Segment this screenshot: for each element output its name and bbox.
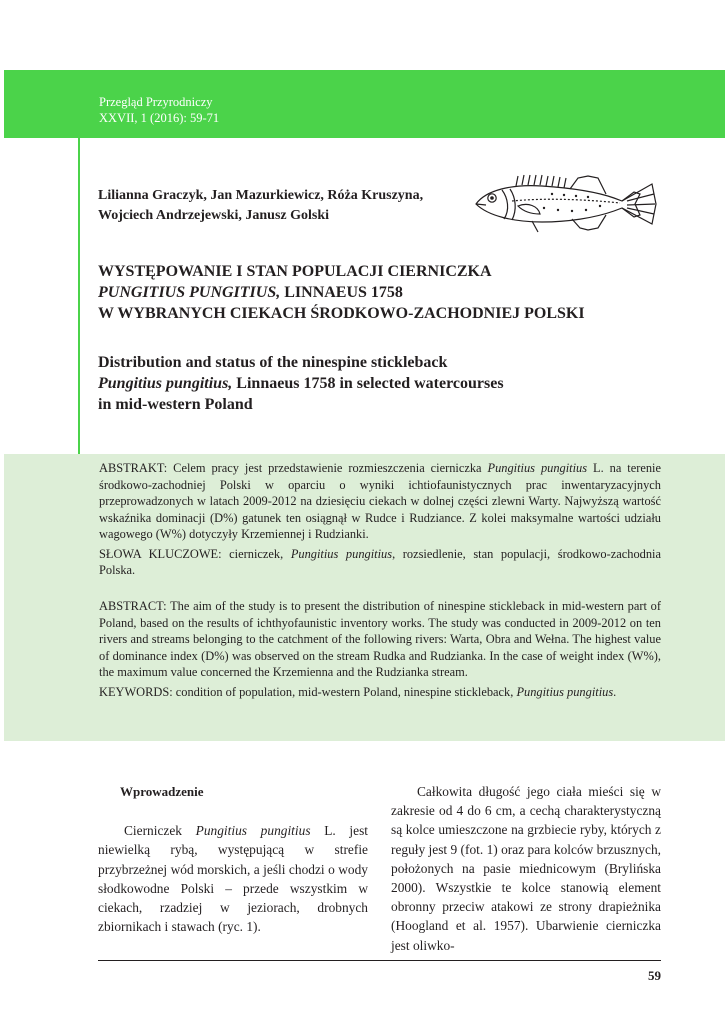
keywords-pl-text-2: , rozsiedlenie, stan populacji, środkowo-zachodnia Polska. (99, 546, 661, 577)
title-english (98, 352, 678, 415)
title-pl-species: PUNGITIUS PUNGITIUS, (98, 284, 281, 301)
title-pl-authority: LINNAEUS 1758 (280, 284, 403, 301)
keywords-en-text-1: KEYWORDS: condition of population, mid-western Poland, ninespine stickleback, (99, 684, 517, 699)
keywords-pl-text-1: SŁOWA KLUCZOWE: cierniczek, (99, 546, 291, 561)
keywords-en-text-2: . (613, 684, 617, 699)
intro-text-2: L. jest niewielką rybą, występującą w strefie przybrzeżnej wód morskich, a jeśli chodzi o wody słodkowodne Polski – przede wszystkim w ciekach, rzadziej w jeziorach, drobnych zbiornikach i stawach (ryc. 1). (98, 823, 368, 935)
title-pl-line-3: W WYBRANYCH CIEKACH ŚRODKOWO-ZACHODNIEJ POLSKI (98, 305, 585, 322)
intro-text-1: Cierniczek (124, 823, 196, 839)
intro-paragraph (98, 821, 368, 936)
authors-line-2: Wojciech Andrzejewski, Janusz Golski (98, 208, 330, 223)
abstract-english-block (99, 598, 661, 703)
abstract-pl-text-1: ABSTRAKT: Celem pracy jest przedstawienie rozmieszczenia cierniczka (99, 461, 488, 475)
abstract-polish (99, 460, 661, 543)
intro-species: Pungitius pungitius (195, 823, 311, 839)
title-pl-line-1: WYSTĘPOWANIE I STAN POPULACJI CIERNICZKA (98, 263, 492, 280)
section-heading: Wprowadzenie (120, 784, 204, 799)
body-left-column (98, 782, 368, 936)
journal-info (99, 94, 219, 126)
description-paragraph: Całkowita długość jego ciała mieści się w zakresie od 4 do 6 cm, a cechą charakterystyczną są kolce umieszczone na grzbiecie ryby, których z reguły jest 9 (fot. 1) oraz para kolców brzusznych, położonych na pasie miednicowym (Brylińska 2000). Wszystkie te kolce stanowią element obronny przeciw atakowi ze strony drapieżnika (Hoogland et al. 1957). Ubarwienie cierniczka jest oliwko- (391, 784, 661, 953)
title-en-line-2 (98, 373, 678, 394)
footer-rule (98, 960, 661, 961)
abstract-pl-text-2: L. na terenie środkowo-zachodniej Polski w oparciu o wyniki ichtiofaunistycznych prac inwentaryzacyjnych przeprowadzonych w latach 2009-2012 na dziesięciu ciekach w dolnej części zlewni Warty. Najwyższą wartość wskaźnika dominacji (D%) gatunek ten osiągnął w Rudce i Rudziance. Z kolei maksymalne wartości udziału wagowego (W%) dotyczyły Krzemiennej i Rudzianki. (99, 461, 661, 541)
keywords-en-species: Pungitius pungitius (516, 684, 614, 699)
abstract-polish-block (99, 460, 661, 582)
body-right-column (391, 782, 661, 955)
title-pl-line-2 (98, 282, 678, 303)
keywords-english (99, 684, 661, 701)
abstract-pl-species: Pungitius pungitius (487, 461, 588, 475)
journal-name: Przegląd Przyrodniczy (99, 95, 213, 109)
keywords-pl-species: Pungitius pungitius (290, 546, 393, 561)
author-list (98, 186, 458, 226)
journal-issue: XXVII, 1 (2016): 59-71 (99, 111, 220, 125)
abstract-english: ABSTRACT: The aim of the study is to present the distribution of ninespine stickleback in mid-western part of Poland, based on the results of ichthyofaunistic inventory works. The study was conducted in 2009-2012 on ten rivers and streams belonging to the catchment of the following rivers: Warta, Obra and Wełna. The highest value of dominance index (D%) was observed on the stream Rudka and Rudzianka. In the case of weight index (W%), the maximum value concerned the Krzemienna and the Rudzianka stream. (99, 599, 661, 679)
keywords-polish (99, 546, 661, 579)
title-en-line-1: Distribution and status of the ninespine stickleback (98, 354, 448, 371)
title-en-species: Pungitius pungitius, (98, 375, 233, 392)
title-en-authority: Linnaeus 1758 in selected watercourses (232, 375, 504, 392)
stickleback-fish-icon (472, 168, 657, 240)
title-polish (98, 261, 678, 324)
authors-line-1: Lilianna Graczyk, Jan Mazurkiewicz, Róża Kruszyna, (98, 188, 424, 203)
page-number: 59 (648, 968, 661, 983)
green-margin-line (78, 138, 80, 454)
title-en-line-3: in mid-western Poland (98, 396, 253, 413)
journal-header-band (4, 70, 725, 138)
